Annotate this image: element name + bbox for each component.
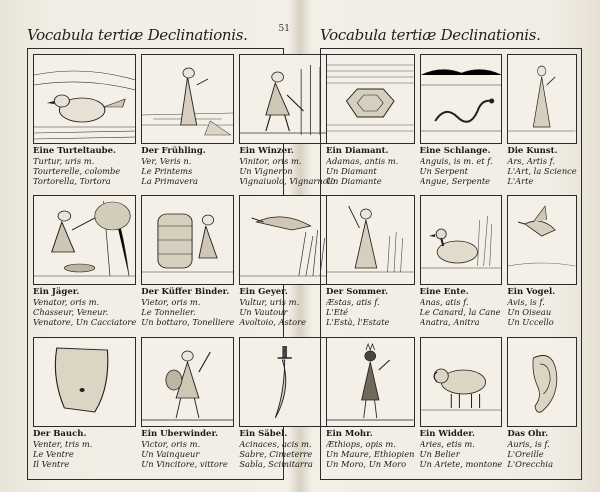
latin-word: Ars, Artis f. [507,156,556,166]
vocabulary-entry [326,195,415,332]
ear-illustration [507,337,576,427]
latin-word: Turtur, uris m. [33,156,95,166]
page-number: 51 [278,24,290,34]
german-word: Der Küffer Binder. [141,287,230,298]
hunter-illustration [33,195,136,285]
italian-word: La Primavera [141,176,198,186]
french-word: Le Canard, la Cane [419,307,501,318]
vocabulary-entry [420,337,503,474]
page-title: Vocabula tertiæ Declinationis. [27,26,248,44]
italian-word: Venatore, Un Cacciatore [33,317,137,328]
french-word: L'Eté [326,307,349,318]
german-word: Eine Turteltaube. [33,146,116,156]
vocabulary-entry [141,195,234,332]
vocabulary-entry [507,195,576,332]
vocabulary-entry [326,337,415,474]
latin-word: Venator, oris m. [33,297,100,308]
latin-word: Anas, atis f. [419,297,469,308]
german-word: Das Ohr. [507,428,549,439]
vocabulary-entry [33,337,136,474]
entry-caption [420,146,503,186]
italian-word: Vignaiuolo, Vignarnolo [239,176,336,186]
latin-word: Vultur, uris m. [239,297,300,308]
ram-illustration [420,337,503,427]
vocabulary-entry [507,54,576,191]
german-word: Der Frühling. [141,146,206,156]
entry-caption [420,429,503,469]
italian-word: Un Ariete, montone [419,458,503,469]
german-word: Der Bauch. [33,428,87,439]
french-word: Un Vautour [239,307,288,318]
vocabulary-entry [326,54,415,191]
italian-word: Un bottaro, Tonelliere [141,317,235,328]
entry-caption [141,146,234,186]
spring-allegory-illustration [141,54,234,144]
duck-illustration [420,195,503,285]
french-word: Un Maure, Ethiopien [326,448,415,459]
italian-word: L'Arte [507,176,534,186]
entry-caption [326,429,415,469]
italian-word: Tortorella, Tortora [33,176,111,186]
german-word: Ein Winzer. [239,146,294,156]
bird-illustration [507,195,576,285]
latin-word: Æstas, atis f. [326,297,380,308]
torso-illustration [33,337,136,427]
latin-word: Ver, Veris n. [141,156,192,166]
latin-word: Vinitor, oris m. [239,156,302,166]
german-word: Eine Ente. [419,287,469,298]
french-word: Le Tonnelier. [141,307,196,318]
latin-word: Auris, is f. [507,438,550,449]
vocabulary-entry [33,54,136,191]
entry-caption [326,287,415,327]
german-word: Ein Säbel. [239,428,288,439]
italian-word: Angue, Serpente [419,176,491,186]
victor-warrior-illustration [141,337,234,427]
latin-word: Vietor, oris m. [141,297,201,308]
page-frame [27,48,336,480]
latin-word: Victor, oris m. [141,438,201,449]
vocabulary-grid [326,54,576,474]
latin-word: Venter, tris m. [33,438,93,449]
latin-word: Adamas, antis m. [326,156,399,166]
italian-word: Un Vincitore, vittore [141,458,228,469]
vocabulary-entry [507,337,576,474]
entry-caption [507,287,576,327]
entry-caption [326,146,415,186]
turtle-dove-illustration [33,54,136,144]
entry-caption [33,146,136,186]
summer-allegory-illustration [326,195,415,285]
latin-word: Æthiops, opis m. [326,438,396,449]
french-word: Le Ventre [33,448,74,459]
moor-illustration [326,337,415,427]
entry-caption [507,146,576,186]
latin-word: Aries, etis m. [419,438,475,449]
german-word: Ein Diamant. [326,146,389,156]
italian-word: Anatra, Anitra [419,317,480,328]
entry-caption [33,287,136,327]
german-word: Ein Widder. [419,428,475,439]
german-word: Eine Schlange. [419,146,491,156]
entry-caption [141,429,234,469]
vocabulary-grid [33,54,336,474]
vocabulary-entry [33,195,136,332]
italian-word: L'Està, l'Estate [326,317,390,328]
snake-illustration [420,54,503,144]
entry-caption [141,287,234,327]
art-allegory-illustration [507,54,576,144]
latin-word: Avis, is f. [507,297,545,308]
vocabulary-entry [141,337,234,474]
latin-word: Acinaces, acis m. [239,438,312,449]
left-page [27,20,336,480]
diamond-illustration [326,54,415,144]
french-word: Tourterelle, colombe [33,166,121,176]
french-word: L'Oreille [507,448,544,459]
page-title: Vocabula tertiæ Declinationis. [320,26,541,44]
german-word: Ein Uberwinder. [141,428,219,439]
italian-word: Sabla, Scimitarra [239,458,313,469]
italian-word: Avoltoio, Astore [239,317,307,328]
german-word: Ein Vogel. [507,287,556,298]
italian-word: Il Ventre [33,458,70,469]
entry-caption [33,429,136,469]
french-word: Un Vigneron [239,166,293,176]
vocabulary-entry [420,54,503,191]
right-page [320,20,582,480]
cooper-illustration [141,195,234,285]
italian-word: Un Uccello [507,317,554,328]
french-word: Sabre, Cimeterre [239,448,313,459]
latin-word: Anguis, is m. et f. [419,156,493,166]
entry-caption [420,287,503,327]
german-word: Die Kunst. [507,146,558,156]
german-word: Ein Jäger. [33,287,80,298]
german-word: Ein Mohr. [326,428,373,439]
french-word: Un Belier [419,448,460,459]
german-word: Ein Geyer. [239,287,288,298]
german-word: Der Sommer. [326,287,389,298]
french-word: Un Serpent [419,166,468,176]
french-word: Un Vainqueur [141,448,200,459]
french-word: Chasseur, Veneur. [33,307,109,318]
italian-word: Un Moro, Un Moro [326,458,407,469]
french-word: Un Oiseau [507,307,552,318]
vocabulary-entry [420,195,503,332]
french-word: Le Printems [141,166,193,176]
french-word: L'Art, la Science [507,166,577,176]
entry-caption [507,429,576,469]
vocabulary-entry [141,54,234,191]
italian-word: L'Orecchia [507,458,554,469]
page-frame [320,48,582,480]
italian-word: Un Diamante [326,176,382,186]
french-word: Un Diamant [326,166,377,176]
